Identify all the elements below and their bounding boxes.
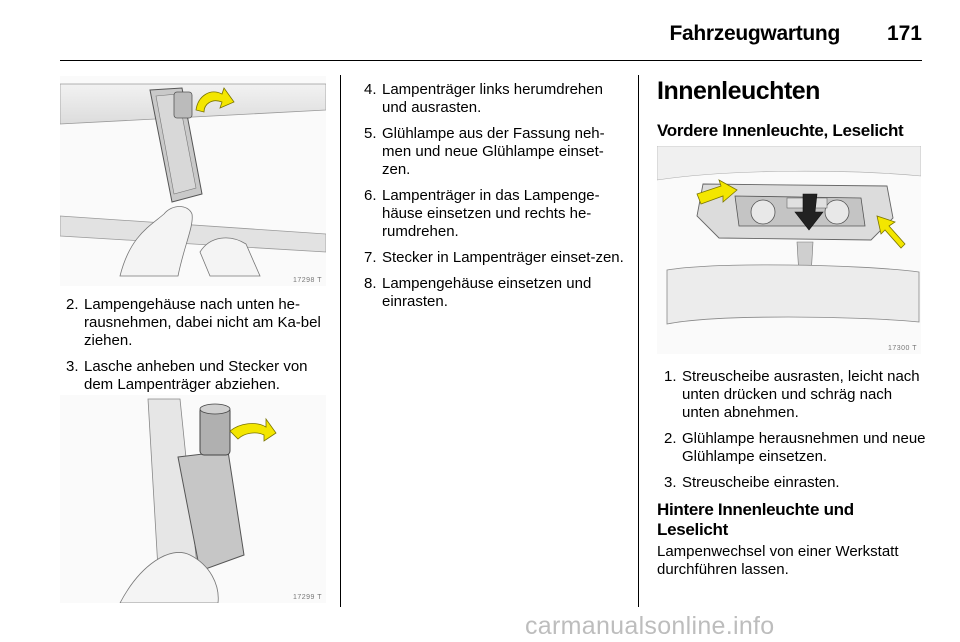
instruction-list-col3: [664, 368, 926, 500]
section-title: Fahrzeugwartung: [669, 22, 840, 45]
list-item: 8. Lampengehäuse einsetzen und einrasten.: [364, 275, 592, 310]
list-item: 2. Lampengehäuse nach unten he-rausnehmen, dabei nicht am Ka-bel ziehen.: [66, 296, 321, 349]
list-item: 2. Glühlampe herausnehmen und neue Glühlampe einsetzen.: [664, 430, 926, 465]
page-number: 171: [886, 22, 922, 45]
subheading-front-light: Vordere Innenleuchte, Leselicht: [657, 121, 904, 140]
watermark: carmanualsonline.info: [525, 612, 775, 640]
instruction-list-col1: [66, 296, 328, 402]
list-item: 5. Glühlampe aus der Fassung neh-men und neue Glühlampe einset-zen.: [364, 125, 605, 178]
list-item: 4. Lampenträger links herumdrehen und ausrasten.: [364, 81, 603, 116]
list-item: 3. Streuscheibe einrasten.: [664, 474, 840, 491]
figure-lamp-housing-removal: [60, 76, 326, 286]
figure-code: 17299 T: [292, 594, 322, 601]
figure-plug-removal: [60, 395, 326, 603]
subheading-rear-light: Hintere Innenleuchte und Leselicht: [657, 500, 854, 539]
list-item: 1. Streuscheibe ausrasten, leicht nach unten drücken und schräg nach unten abnehmen.: [664, 368, 920, 421]
section-heading: Innenleuchten: [657, 77, 820, 105]
list-item: 3. Lasche anheben und Stecker von dem Lampenträger abziehen.: [66, 358, 308, 393]
instruction-list-col2: [364, 81, 630, 319]
header-rule: [60, 60, 922, 61]
figure-code: 17300 T: [887, 345, 917, 352]
column-divider-left: [340, 75, 341, 607]
figure-code: 17298 T: [292, 277, 322, 284]
list-item: 7. Stecker in Lampenträger einset-zen.: [364, 249, 624, 266]
figure-front-interior-light: [657, 146, 921, 354]
rear-light-note: Lampenwechsel von einer Werkstatt durchführen lassen.: [657, 543, 899, 578]
column-divider-right: [638, 75, 639, 607]
list-item: 6. Lampenträger in das Lampenge-häuse einsetzen und rechts he-rumdrehen.: [364, 187, 600, 240]
